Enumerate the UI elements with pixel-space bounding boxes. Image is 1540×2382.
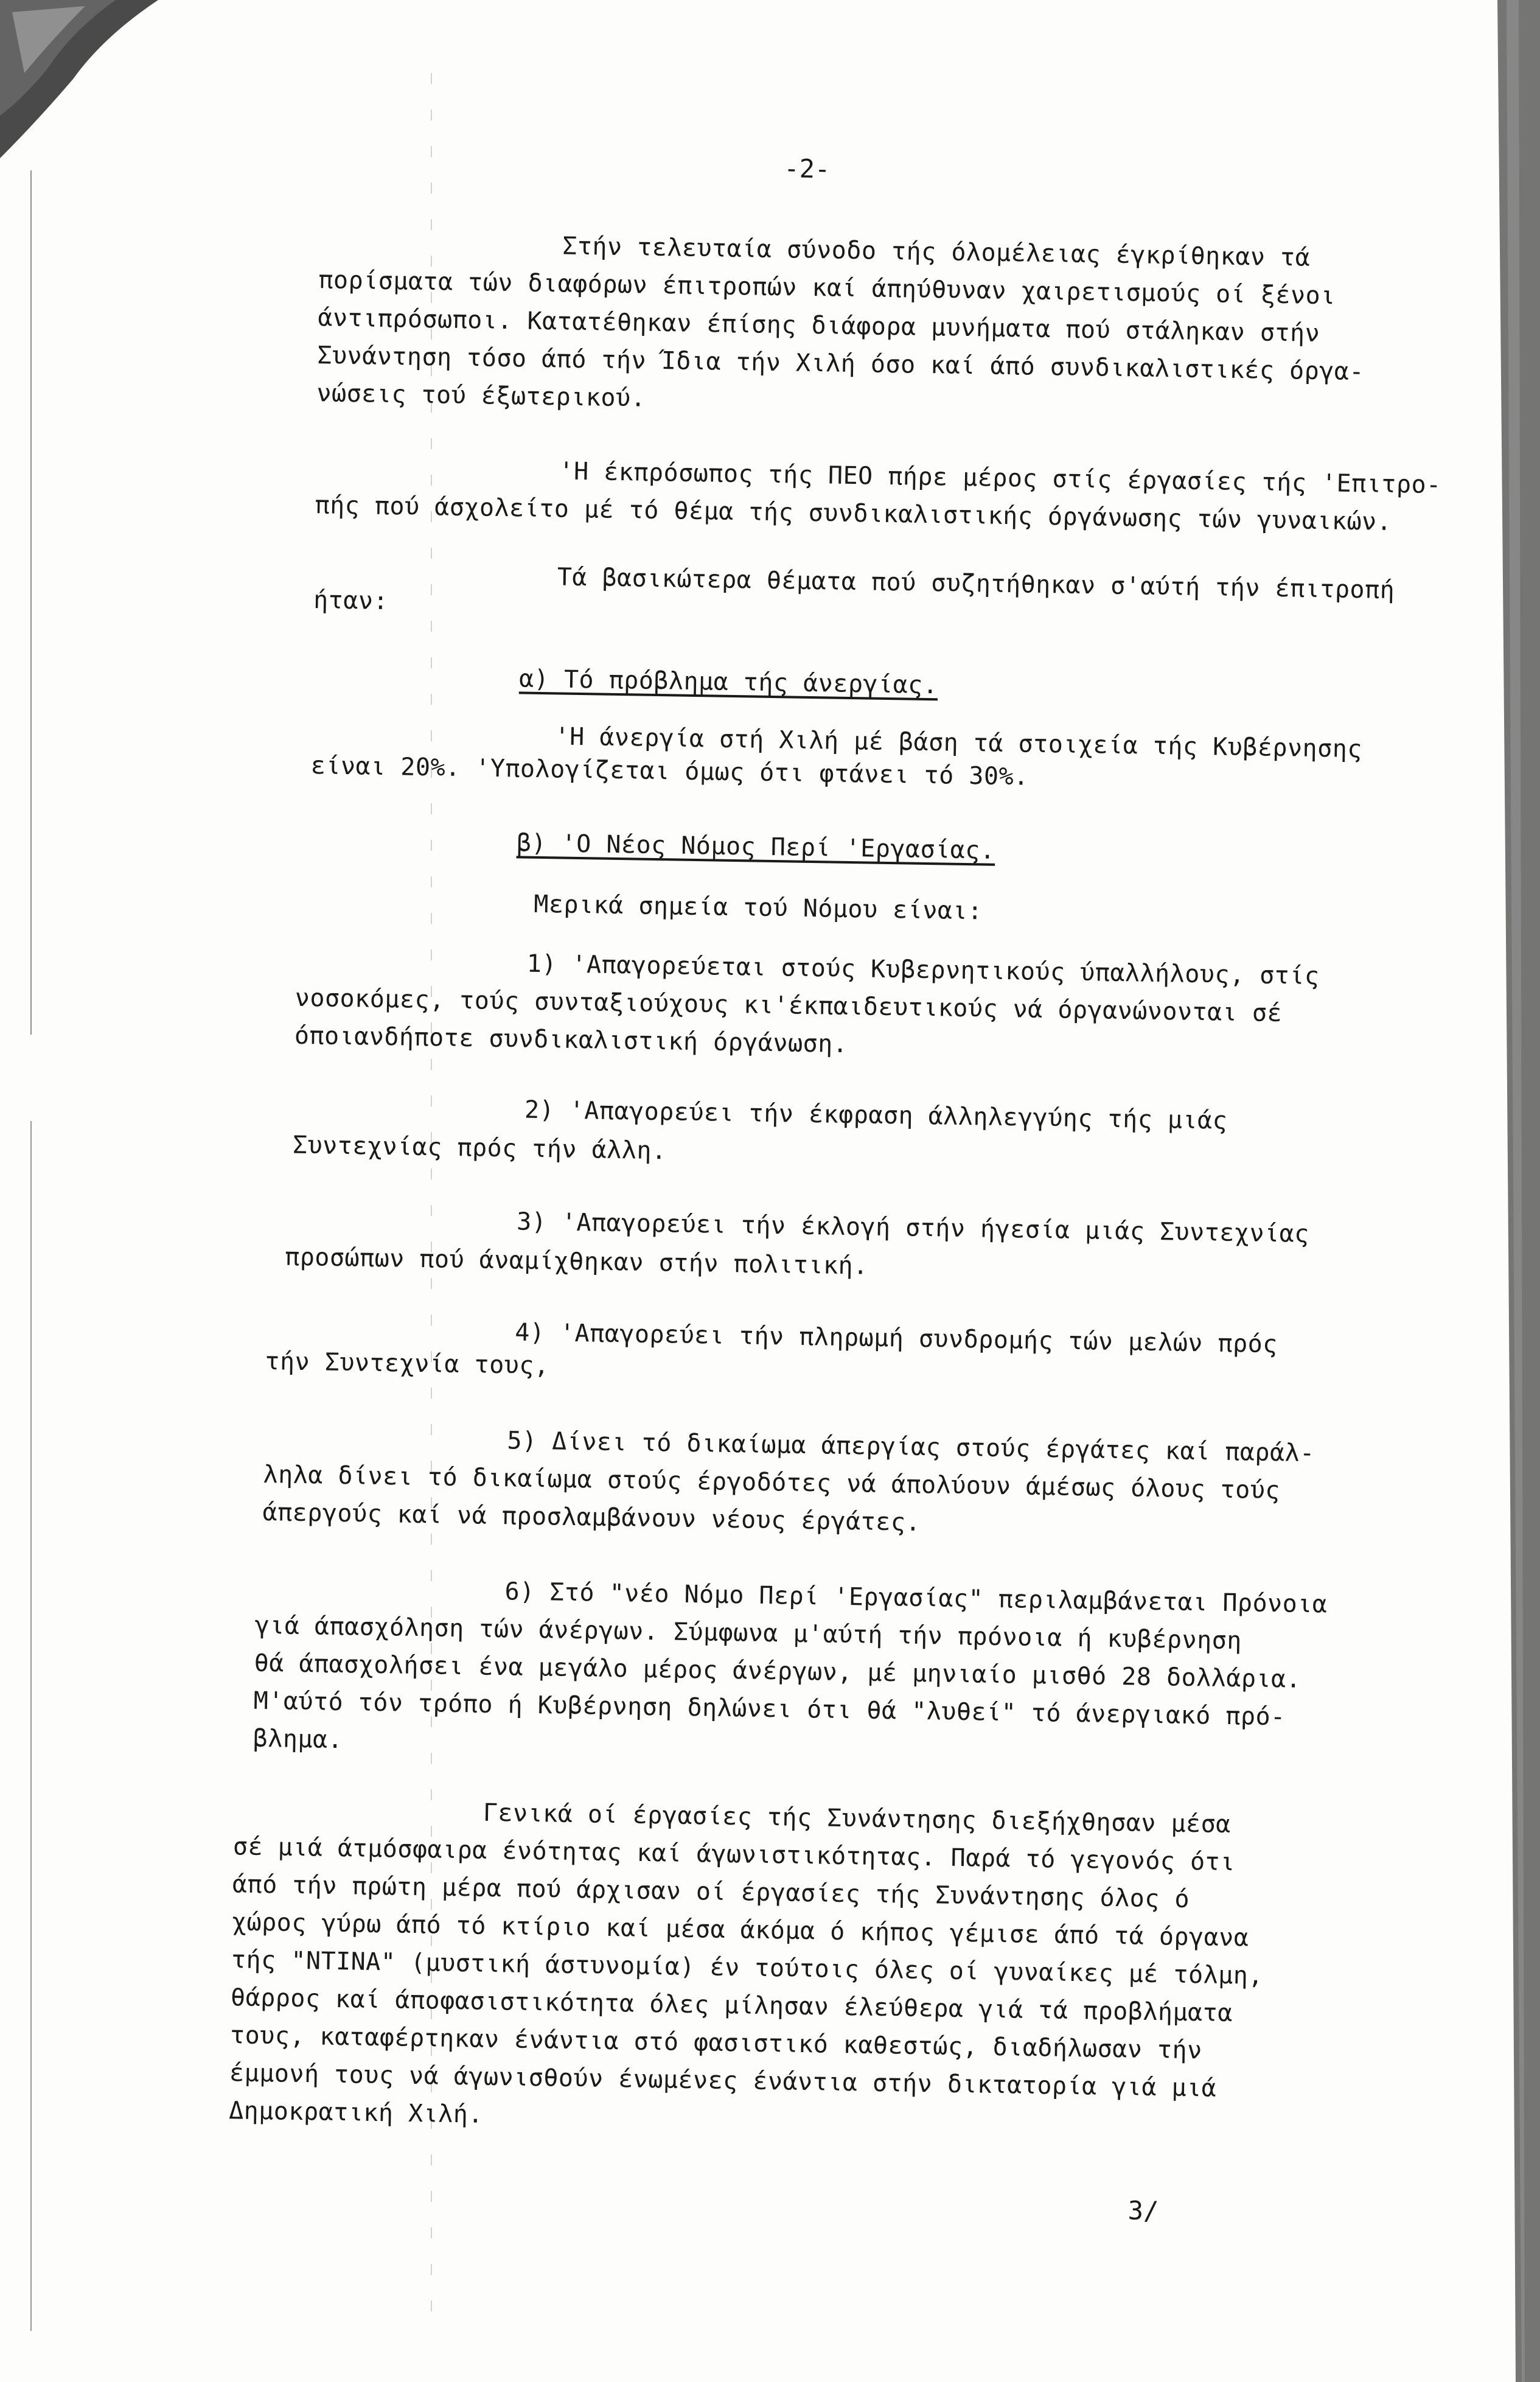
text-line: πορίσματα τών διαφόρων έπιτροπών καί άπηύθυναν χαιρετισμούς οί ξένοι xyxy=(318,266,1336,310)
photocopy-edge-artifact xyxy=(1473,0,1540,2382)
text-line: Συνάντηση τόσο άπό τήν Ίδια τήν Χιλή όσο καί άπό συνδικαλιστικές όργα- xyxy=(317,341,1365,386)
text-line: Στήν τελευταία σύνοδο τής όλομέλειας έγκρίθηκαν τά xyxy=(562,232,1311,272)
section-heading: β) 'Ο Νέος Νόμος Περί 'Εργασίας. xyxy=(516,829,995,865)
text-line: νώσεις τού έξωτερικού. xyxy=(316,379,646,413)
text-line: Μερικά σημεία τού Νόμου είναι: xyxy=(533,890,983,926)
text-line: Γενικά οί έργασίες τής Συνάντησης διεξήχθησαν μέσα xyxy=(483,1798,1232,1839)
list-item-line: τήν Συντεχνία τους, xyxy=(265,1347,549,1380)
list-item-line: 3) 'Απαγορεύει τήν έκλογή στήν ήγεσία μιάς Συντεχνίας xyxy=(516,1207,1310,1248)
list-item-line: όποιανδήποτε συνδικαλιστική όργάνωση. xyxy=(294,1021,848,1058)
list-item-line: γιά άπασχόληση τών άνέργων. Σύμφωνα μ'αύτή τήν πρόνοια ή κυβέρνηση xyxy=(254,1611,1242,1655)
text-line: 'Η έκπρόσωπος τής ΠΕΟ πήρε μέρος στίς έργασίες τής 'Επιτρο- xyxy=(559,457,1442,500)
text-line: Δημοκρατική Χιλή. xyxy=(228,2097,484,2129)
list-item-line: 1) 'Απαγορεύεται στούς Κυβερνητικούς ύπαλλήλους, στίς xyxy=(526,949,1320,991)
list-item-line: 4) 'Απαγορεύει τήν πληρωμή συνδρομής τών μελών πρός xyxy=(514,1318,1278,1359)
text-line: θάρρος καί άποφασιστικότητα όλες μίλησαν έλεύθερα γιά τά προβλήματα xyxy=(230,1983,1233,2028)
page-number: -2- xyxy=(784,153,831,184)
text-line: σέ μιά άτμόσφαιρα ένότητας καί άγωνιστικότητας. Παρά τό γεγονός ότι xyxy=(232,1832,1236,1877)
text-line: έμμονή τους νά άγωνισθούν ένωμένες ένάντια στήν δικτατορία γιά μιά xyxy=(229,2059,1217,2103)
photocopy-corner-artifact xyxy=(0,0,183,183)
text-line: άντιπρόσωποι. Κατατέθηκαν έπίσης διάφορα μυνήματα πού στάληκαν στήν xyxy=(318,304,1320,348)
text-line: είναι 20%. 'Υπολογίζεται όμως ότι φτάνει τό 30%. xyxy=(310,752,1030,791)
list-item-line: νοσοκόμες, τούς συνταξιούχους κι'έκπαιδευτικούς νά όργανώνονται σέ xyxy=(294,983,1283,1028)
text-line: 'Η άνεργία στή Χιλή μέ βάση τά στοιχεία τής Κυβέρνησης xyxy=(554,722,1363,764)
list-item-line: 5) Δίνει τό δικαίωμα άπεργίας στούς έργάτες καί παράλ- xyxy=(507,1427,1315,1468)
text-line: πής πού άσχολείτο μέ τό θέμα τής συνδικαλιστικής όργάνωσης τών γυναικών. xyxy=(315,491,1392,536)
list-item-line: βλημα. xyxy=(253,1724,343,1755)
text-line: τής "ΝΤΙΝΑ" (μυστική άστυνομία) έν τούτοις όλες οί γυναίκες μέ τόλμη, xyxy=(231,1946,1264,1990)
text-line: χώρος γύρω άπό τό κτίριο καί μέσα άκόμα ό κήπος γέμισε άπό τά όργανα xyxy=(231,1908,1249,1952)
text-line: άπό τήν πρώτη μέρα πού άρχισαν οί έργασίες τής Συνάντησης όλος ό xyxy=(232,1870,1190,1913)
list-item-line: Μ'αύτό τόν τρόπο ή Κυβέρνηση δηλώνει ότι θά "λυθεί" τό άνεργιακό πρό- xyxy=(253,1686,1286,1731)
list-item-line: άπεργούς καί νά προσλαμβάνουν νέους έργάτες. xyxy=(262,1498,921,1537)
text-line: Τά βασικώτερα θέματα πού συζητήθηκαν σ'αύτή τήν έπιτροπή xyxy=(557,563,1395,605)
list-item-line: 2) 'Απαγορεύει τήν έκφραση άλληλεγγύης τής μιάς xyxy=(524,1095,1228,1135)
text-line: ήταν: xyxy=(313,586,389,616)
list-item-line: 6) Στό "νέο Νόμο Περί 'Εργασίας" περιλαμβάνεται Πρόνοια xyxy=(504,1577,1328,1619)
section-heading: α) Τό πρόβλημα τής άνεργίας. xyxy=(518,665,938,700)
text-line: τους, καταφέρτηκαν ένάντια στό φασιστικό καθεστώς, διαδήλωσαν τήν xyxy=(229,2021,1203,2065)
document-body xyxy=(19,0,1540,2226)
continuation-mark: 3/ xyxy=(1127,2195,1159,2226)
list-item-line: προσώπων πού άναμίχθηκαν στήν πολιτική. xyxy=(284,1243,869,1280)
list-item-line: Συντεχνίας πρός τήν άλλη. xyxy=(292,1131,667,1165)
list-item-line: θά άπασχολήσει ένα μεγάλο μέρος άνέργων, μέ μηνιαίο μισθό 28 δολλάρια. xyxy=(254,1649,1301,1694)
margin-line xyxy=(30,170,32,2331)
list-item-line: ληλα δίνει τό δικαίωμα στούς έργοδότες νά άπολύουν άμέσως όλους τούς xyxy=(263,1460,1281,1505)
